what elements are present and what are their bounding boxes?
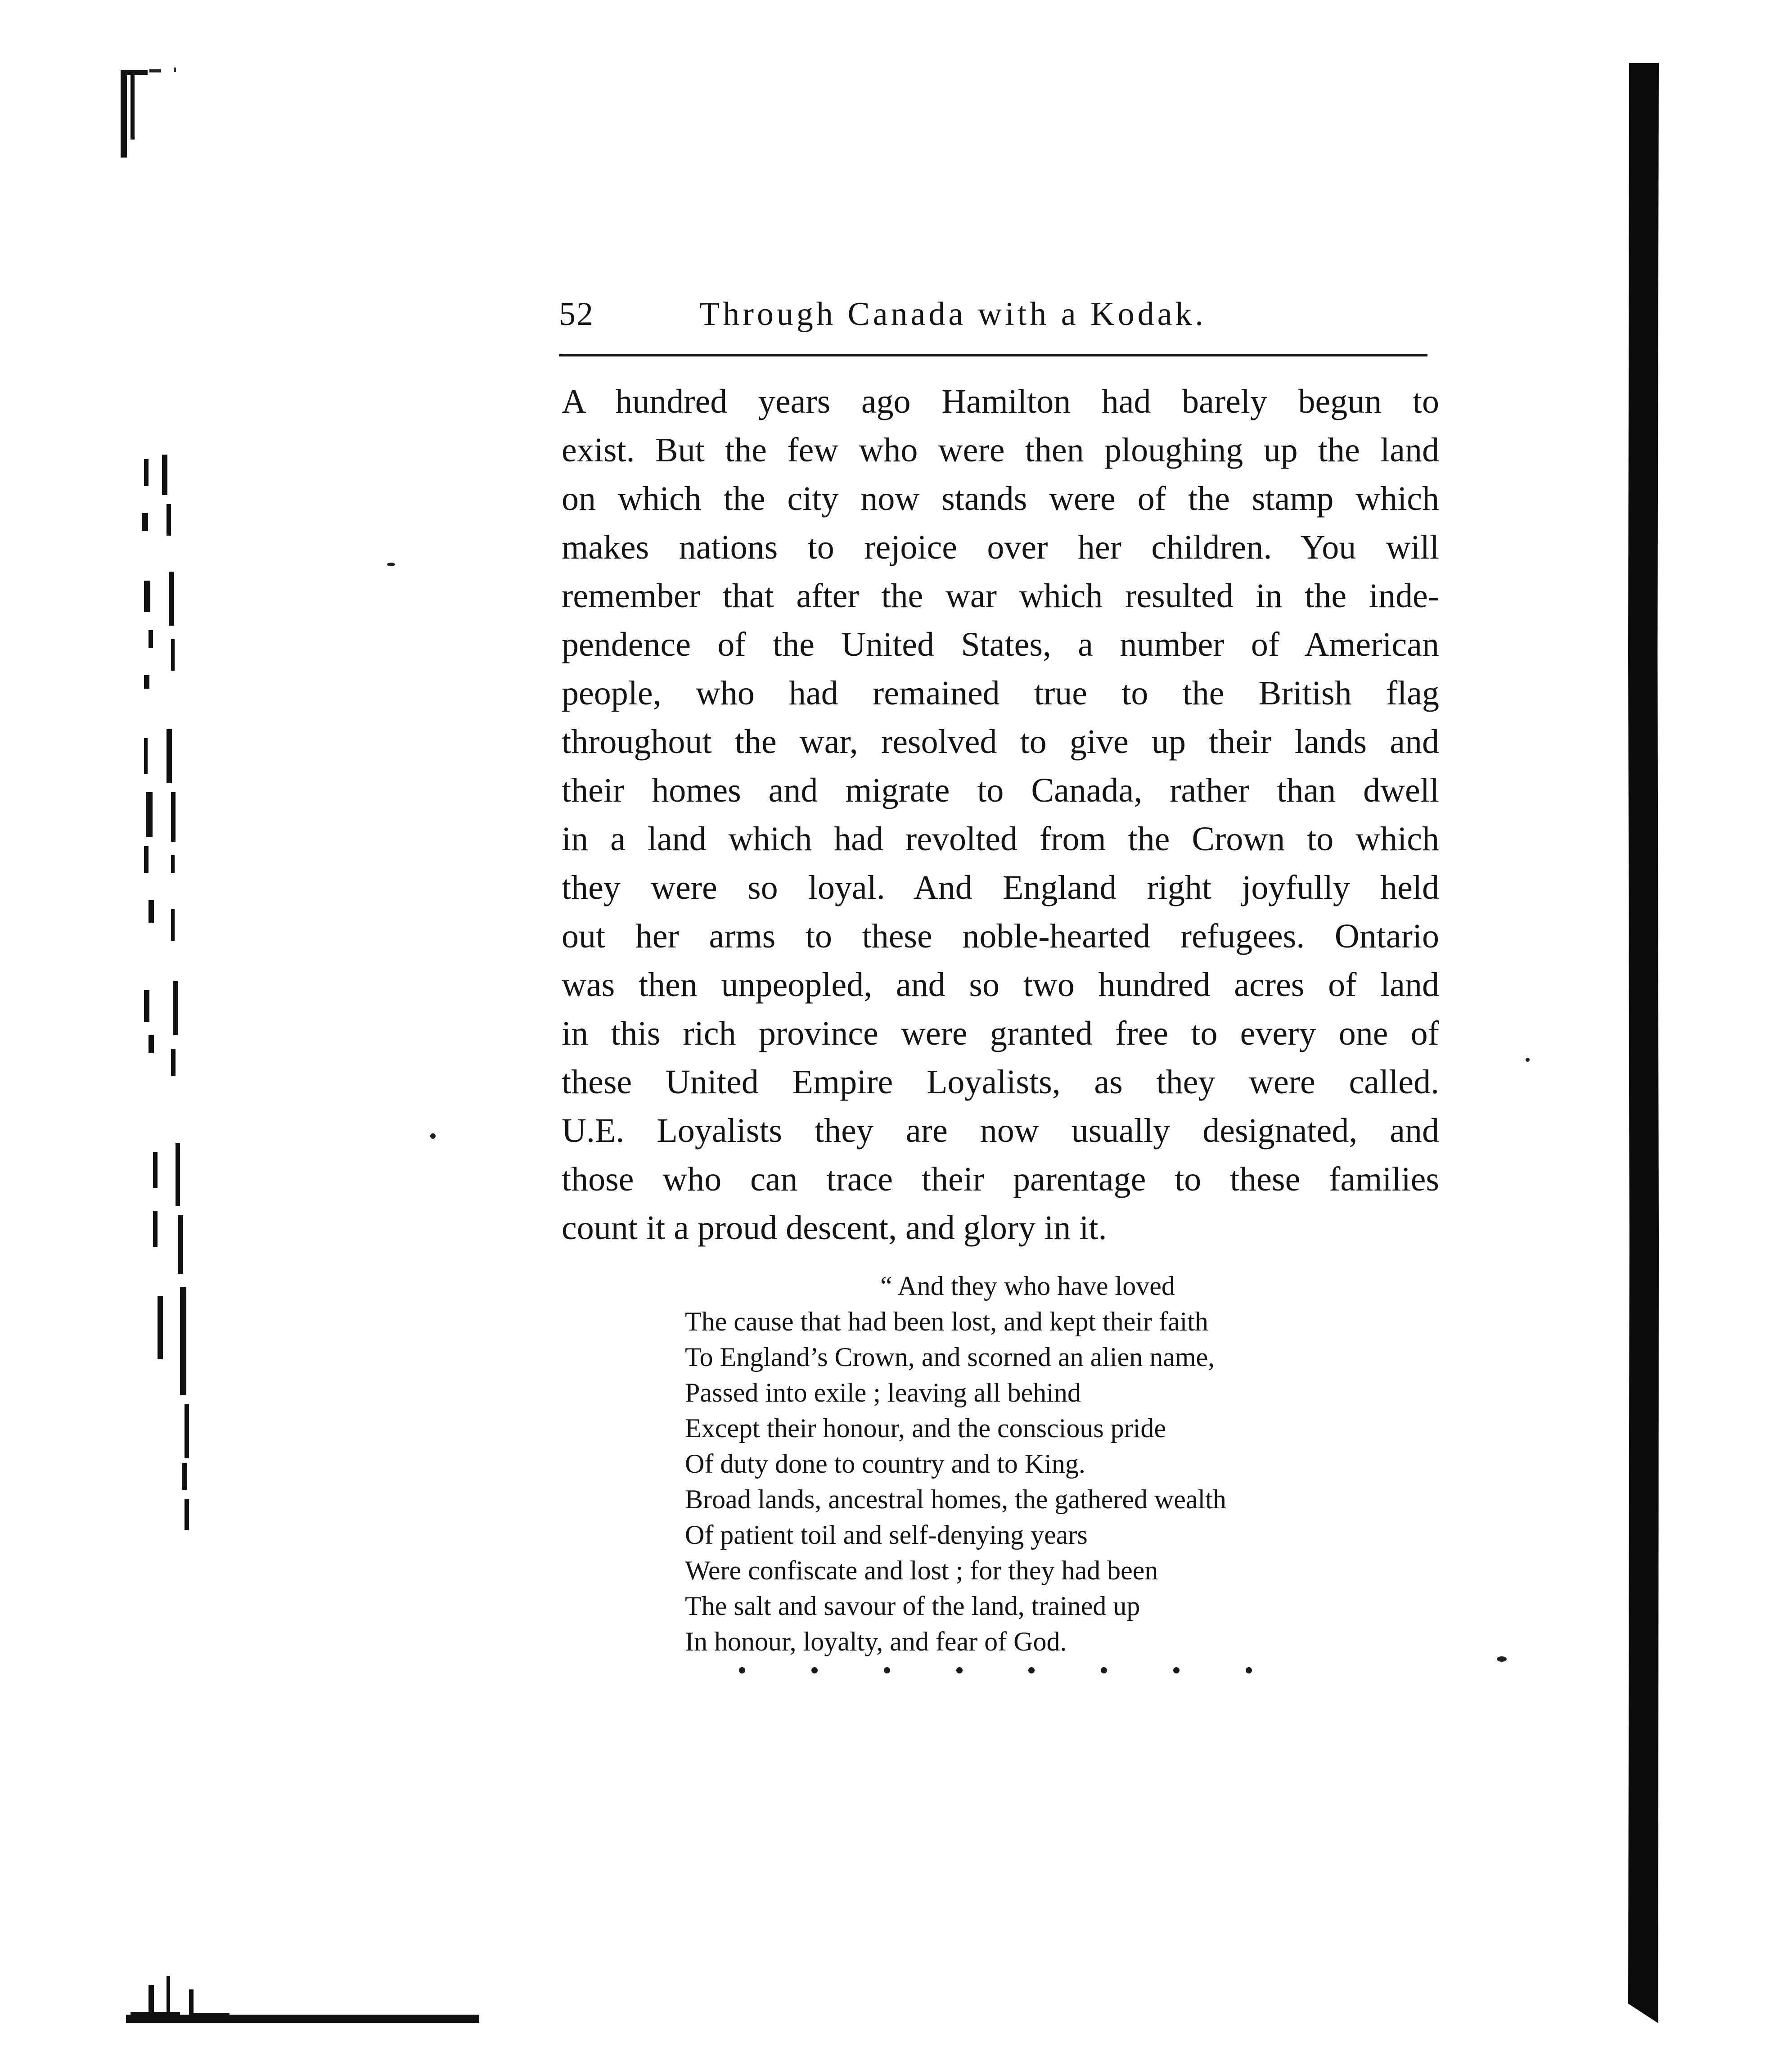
scan-speck (387, 563, 395, 566)
body-line: people, who had remained true to the British flag (562, 674, 1439, 712)
poem-quote (685, 1268, 1360, 1660)
running-head (559, 292, 1427, 337)
body-line: count it a proud descent, and glory in it. (562, 1209, 1107, 1247)
ellipsis-dot (1246, 1667, 1252, 1673)
body-line: on which the city now stands were of the stamp which (562, 480, 1439, 518)
poem-line: “ And they who have loved (880, 1271, 1175, 1301)
poem-line: Were confiscate and lost ; for they had been (685, 1556, 1158, 1585)
body-line: they were so loyal. And England right joyfully held (562, 869, 1439, 906)
body-line: out her arms to these noble-hearted refugees. Ontario (562, 917, 1439, 955)
body-line: pendence of the United States, a number of American (562, 626, 1439, 663)
body-line: was then unpeopled, and so two hundred acres of land (562, 966, 1439, 1004)
running-title: Through Canada with a Kodak. (699, 296, 1207, 333)
body-line: exist. But the few who were then ploughing up the land (562, 431, 1439, 469)
scan-speck (1526, 1058, 1530, 1062)
binding-bleedthrough (131, 450, 230, 1553)
poem-line: Broad lands, ancestral homes, the gathered wealth (685, 1484, 1226, 1514)
poem-line: In honour, loyalty, and fear of God. (685, 1627, 1067, 1656)
poem-line: The cause that had been lost, and kept their faith (685, 1307, 1208, 1336)
page-number: 52 (559, 296, 594, 333)
ellipsis-dot (1101, 1667, 1107, 1673)
scan-speck (430, 1133, 436, 1139)
body-line: remember that after the war which resulted in the inde- (562, 577, 1439, 615)
body-line: these United Empire Loyalists, as they were called. (562, 1063, 1439, 1101)
ellipsis-dot (1173, 1667, 1180, 1673)
binding-bottom-marks (122, 1971, 257, 2025)
body-line: in this rich province were granted free to every one of (562, 1015, 1439, 1052)
body-line: in a land which had revolted from the Crown to which (562, 820, 1439, 858)
ellipsis-dot (739, 1667, 745, 1673)
poem-line: To England’s Crown, and scorned an alien name, (685, 1342, 1215, 1372)
ellipsis-dot (1028, 1667, 1035, 1673)
poem-line: Passed into exile ; leaving all behind (685, 1378, 1081, 1407)
poem-line: Except their honour, and the conscious pride (685, 1413, 1166, 1443)
ellipsis-dot (811, 1667, 818, 1673)
body-line: U.E. Loyalists they are now usually designated, and (562, 1112, 1439, 1150)
poem-line: The salt and savour of the land, trained up (685, 1591, 1140, 1621)
ellipsis-dot (884, 1667, 890, 1673)
body-paragraph (562, 377, 1439, 1252)
poem-ellipsis (739, 1661, 1252, 1679)
body-line: their homes and migrate to Canada, rather than dwell (562, 771, 1439, 809)
scan-speck (1497, 1656, 1507, 1662)
header-rule (559, 354, 1427, 356)
ellipsis-dot (956, 1667, 963, 1673)
body-line: throughout the war, resolved to give up their lands and (562, 723, 1439, 761)
poem-line: Of duty done to country and to King. (685, 1449, 1085, 1479)
poem-line: Of patient toil and self-denying years (685, 1520, 1088, 1550)
body-line: makes nations to rejoice over her children. You will (562, 528, 1439, 566)
scan-corner-mark (121, 68, 188, 158)
scan-edge-bar (1628, 63, 1659, 2023)
body-line: those who can trace their parentage to these families (562, 1160, 1439, 1198)
body-line: A hundred years ago Hamilton had barely begun to (562, 383, 1439, 420)
